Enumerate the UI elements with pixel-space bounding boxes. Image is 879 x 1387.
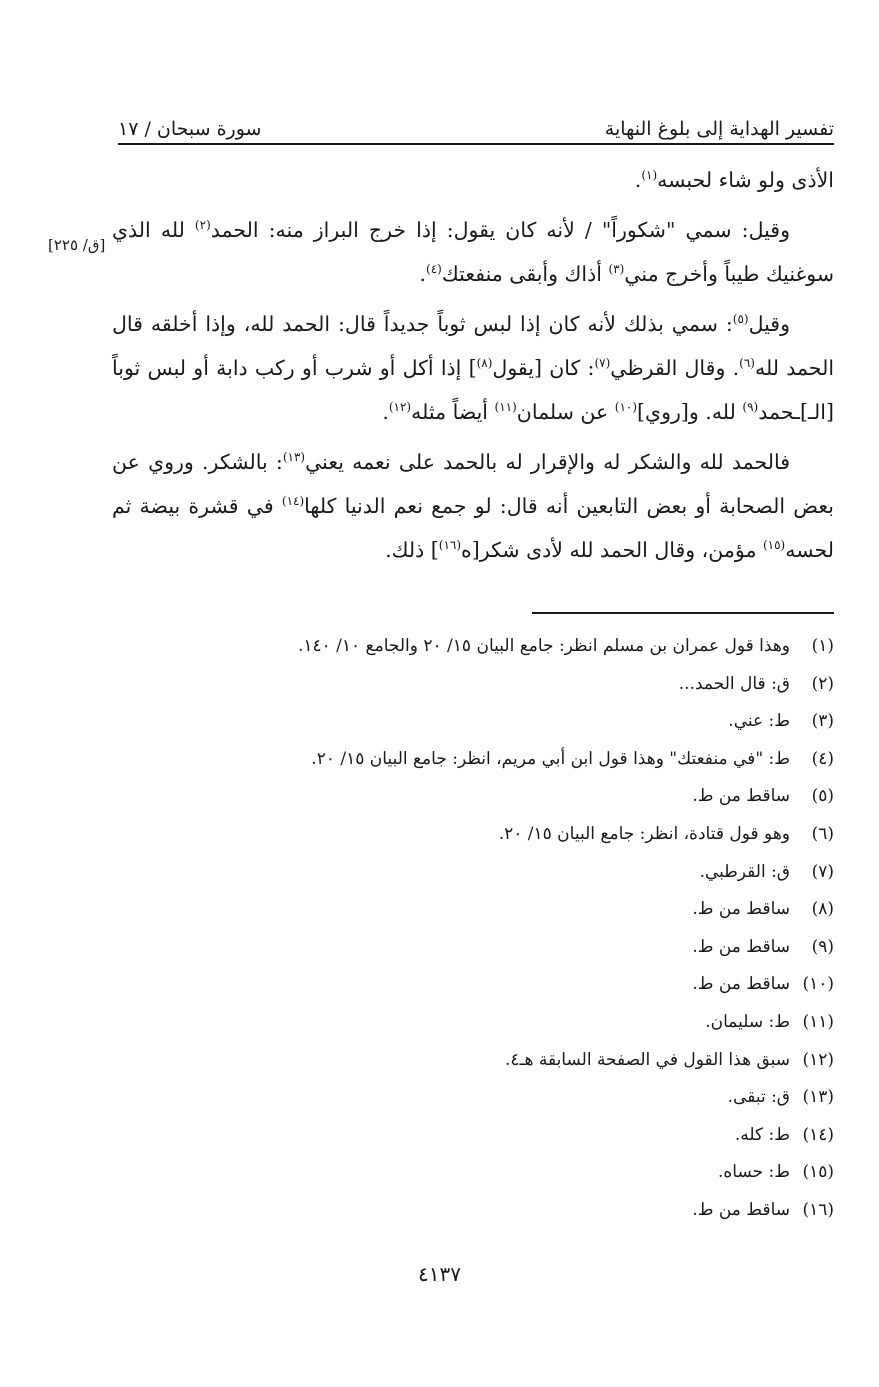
header-rule: [118, 143, 834, 145]
footnote-ref: (٧): [594, 356, 611, 371]
text-run: في قشرة بيضة ثم لحسه: [112, 494, 834, 562]
footnote-number: (١): [811, 636, 834, 656]
paragraph: [112, 158, 834, 202]
footnote-item: [150, 966, 834, 1004]
surah-reference: سورة سبحان / ١٧: [118, 118, 262, 140]
footnote-number: (٦): [811, 823, 834, 844]
footnote-text: ط: "في منفعتك" وهذا قول ابن أبي مريم، انظر: جامع البيان ١٥/ ٢٠.: [311, 748, 790, 769]
footnote-number: (٩): [811, 936, 834, 957]
footnote-item: [150, 778, 834, 816]
paragraph: [112, 440, 834, 572]
page-number: ٤١٣٧: [418, 1262, 461, 1286]
footnote-number: (١٠): [802, 974, 834, 995]
text-run: أيضاً مثله: [411, 400, 495, 424]
footnote-text: ق: قال الحمد...: [678, 673, 790, 694]
text-run: ] ذلك.: [385, 538, 439, 562]
footnote-text: ط: سليمان.: [705, 1011, 790, 1032]
footnote-ref: (٢): [194, 218, 211, 233]
margin-manuscript-ref: [ق/ ٢٢٥]: [48, 236, 106, 254]
footnote-item: [150, 929, 834, 967]
footnote-text: ساقط من ط.: [692, 899, 790, 920]
footnote-item: [150, 1117, 834, 1155]
text-run: وقيل: [748, 312, 790, 336]
footnote-text: ساقط من ط.: [692, 786, 790, 807]
footnote-number: (٣): [811, 711, 834, 732]
text-run: وقيل: سمي "شكوراً" / لأنه كان يقول: إذا خرج البراز منه: الحمد: [210, 218, 790, 242]
text-run: لله الذي سوغنيك طيباً وأخرج مني: [112, 218, 834, 286]
footnote-text: ط: كله.: [734, 1124, 790, 1145]
footnote-item: [150, 628, 834, 666]
footnote-text: ق: القرطبي.: [699, 861, 790, 882]
footnote-item: [150, 1042, 834, 1080]
footnote-number: (٨): [811, 899, 834, 920]
footnote-ref: (١٠): [614, 400, 638, 415]
footnote-item: [150, 1192, 834, 1230]
text-run: عن سلمان: [516, 400, 615, 424]
text-run: .: [634, 168, 642, 192]
footnote-number: (٧): [811, 861, 834, 882]
text-run: أذاك وأبقى منفعتك: [441, 262, 609, 286]
footnote-item: [150, 891, 834, 929]
footnote-number: (١٤): [802, 1124, 834, 1145]
footnote-item: [150, 816, 834, 854]
running-header: [118, 100, 834, 140]
footnote-item: [150, 854, 834, 892]
footnote-ref: (١١): [494, 400, 517, 415]
footnote-number: (٥): [811, 786, 834, 807]
text-run: .: [382, 400, 389, 424]
text-run: فالحمد لله والشكر له والإقرار له بالحمد على نعمه يعني: [305, 450, 790, 474]
text-run: ] إذا أكل أو شرب أو ركب دابة أو لبس ثوباً [الـ]ـحمد: [112, 356, 834, 424]
text-run: لله. و[روي]: [637, 400, 743, 424]
footnote-item: [150, 741, 834, 779]
footnote-ref: (١٦): [438, 538, 462, 553]
footnote-text: وهو قول قتادة، انظر: جامع البيان ١٥/ ٢٠.: [498, 823, 790, 844]
text-run: : سمي بذلك لأنه كان إذا لبس ثوباً جديداً قال: الحمد لله، وإذا أخلقه قال الحمد لله: [112, 312, 835, 380]
footnote-ref: (٥): [732, 312, 749, 327]
footnote-number: (١٣): [802, 1087, 834, 1108]
footnote-ref: (١٢): [388, 400, 412, 415]
footnote-ref: (٣): [608, 262, 625, 277]
footnote-number: (٤): [811, 748, 834, 769]
footnote-ref: (٩): [742, 400, 759, 415]
footnote-number: (١٢): [802, 1049, 834, 1070]
footnote-text: ط: حساه.: [717, 1162, 790, 1183]
footnote-text: ط: عني.: [728, 711, 790, 732]
footnote-number: (٢): [811, 673, 834, 694]
paragraph: [112, 208, 834, 296]
footnote-text: ق: تبقى.: [727, 1087, 790, 1108]
footnote-text: ساقط من ط.: [692, 974, 790, 995]
paragraph: [112, 302, 834, 434]
footnote-ref: (٤): [426, 262, 442, 277]
text-run: . وقال القرظي: [610, 356, 740, 380]
footnote-item: [150, 703, 834, 741]
footnote-text: ساقط من ط.: [692, 936, 790, 957]
text-run: الأذى ولو شاء لحبسه: [657, 168, 834, 192]
footnote-item: [150, 666, 834, 704]
book-title: تفسير الهداية إلى بلوغ النهاية: [604, 118, 834, 140]
footnote-text: سبق هذا القول في الصفحة السابقة هـ٤.: [504, 1049, 790, 1070]
main-text: [112, 158, 834, 578]
footnote-number: (١٦): [802, 1199, 834, 1220]
footnote-number: (١٥): [802, 1162, 834, 1183]
text-run: : بالشكر. وروي عن بعض الصحابة أو بعض التابعين أنه قال: لو جمع نعم الدنيا كلها: [112, 450, 834, 518]
text-run: مؤمن، وقال الحمد لله لأدى شكر[ه: [461, 538, 763, 562]
footnote-ref: (٨): [476, 356, 493, 371]
footnote-item: [150, 1004, 834, 1042]
footnote-text: وهذا قول عمران بن مسلم انظر: جامع البيان ١٥/ ٢٠ والجامع ١٠/ ١٤٠.: [297, 636, 790, 656]
footnote-item: [150, 1154, 834, 1192]
footnote-ref: (١): [641, 168, 658, 183]
text-run: : كان [يقول: [492, 356, 595, 380]
footnote-number: (١١): [802, 1011, 834, 1032]
footnote-ref: (١٥): [762, 538, 786, 553]
text-run: .: [419, 262, 427, 286]
footnote-ref: (٦): [739, 356, 755, 371]
footnote-text: ساقط من ط.: [692, 1199, 790, 1220]
footnote-ref: (١٤): [281, 494, 305, 509]
footnote-item: [150, 1079, 834, 1117]
footnote-separator: [532, 612, 834, 614]
footnote-ref: (١٣): [282, 450, 306, 465]
footnotes: [150, 628, 834, 1230]
